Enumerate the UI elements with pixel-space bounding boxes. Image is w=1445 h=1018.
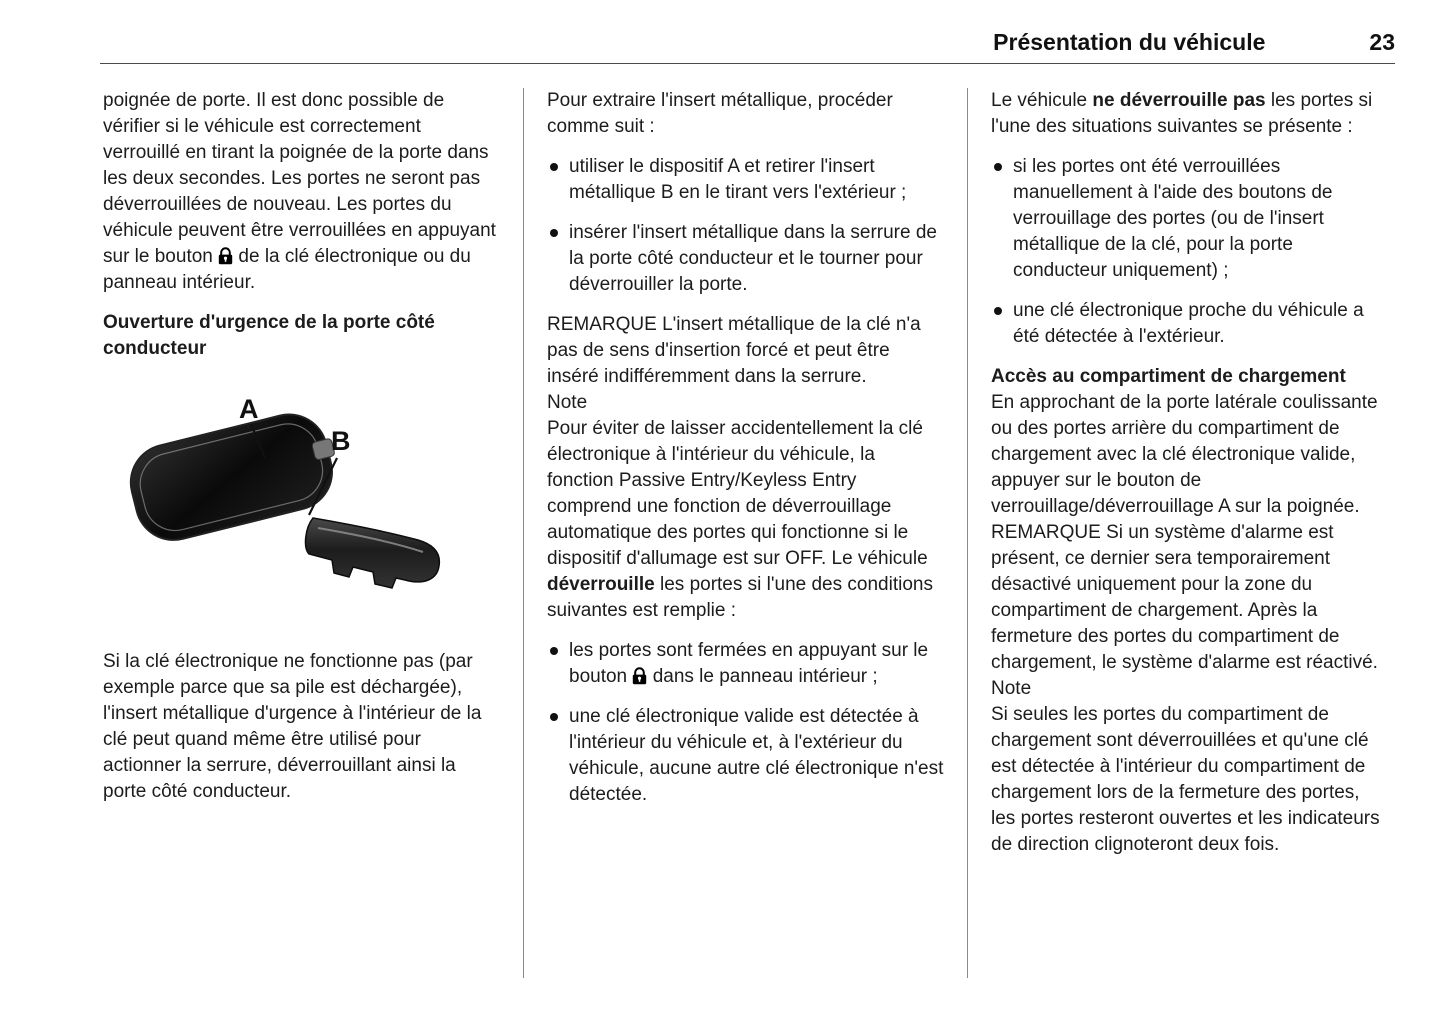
list-item-text: une clé électronique proche du véhicule a été détectée à l'extérieur. bbox=[1013, 300, 1364, 347]
text-run: Le véhicule bbox=[991, 90, 1093, 111]
text-run: les portes si l'une des situations suivantes se présente : bbox=[991, 90, 1373, 137]
list-item-text: les portes sont fermées en appuyant sur le bouton bbox=[569, 640, 929, 687]
list-item-text: si les portes ont été verrouillées manuellement à l'aide des boutons de verrouillage des portes (ou de l'insert métallique de la clé, pour la porte conducteur uniquement) ; bbox=[1013, 156, 1333, 281]
page-number: 23 bbox=[1369, 29, 1395, 55]
paragraph-remark-alarm: REMARQUE Si un système d'alarme est présent, ce dernier sera temporairement désactivé uniquement pour la zone du compartiment de chargement. Après la fermeture des portes du compartiment de chargement, le système d'alarme est réactivé. bbox=[991, 522, 1378, 673]
lock-icon bbox=[218, 247, 233, 265]
page-title: Présentation du véhicule bbox=[993, 29, 1266, 55]
figure-label-b: B bbox=[331, 426, 351, 456]
list-item bbox=[547, 220, 944, 298]
list-item bbox=[547, 154, 944, 206]
paragraph-remark-insert: REMARQUE L'insert métallique de la clé n'a pas de sens d'insertion forcé et peut être inséré indifféremment dans la serrure. bbox=[547, 314, 921, 387]
note-label: Note bbox=[547, 392, 588, 413]
bullet-icon bbox=[994, 163, 1002, 171]
paragraph-note-cargo: Si seules les portes du compartiment de chargement sont déverrouillées et qu'une clé est détectée à l'intérieur du compartiment de chargement lors de la fermeture des portes, les portes resteront ouvertes et les indicateurs de direction clignoteront deux fois. bbox=[991, 704, 1380, 855]
key-insert-figure bbox=[113, 388, 448, 603]
column-divider bbox=[967, 88, 968, 978]
list-item bbox=[547, 638, 944, 690]
list-item-text: une clé électronique valide est détectée à l'intérieur du véhicule et, à l'extérieur du véhicule, aucune autre clé électronique n'est détectée. bbox=[569, 706, 944, 805]
text-run: les portes si l'une des conditions suivantes est remplie : bbox=[547, 574, 933, 621]
paragraph-cargo-approach: En approchant de la porte latérale coulissante ou des portes arrière du compartiment de chargement avec la clé électronique valide, appuyer sur le bouton de verrouillage/déverrouillage A sur la poignée. bbox=[991, 392, 1378, 517]
paragraph-door-handle bbox=[103, 88, 500, 296]
list-item bbox=[991, 154, 1388, 284]
list-item bbox=[991, 298, 1388, 350]
paragraph-no-unlock-intro bbox=[991, 88, 1388, 140]
bullet-icon bbox=[550, 647, 558, 655]
text-run: poignée de porte. Il est donc possible de vérifier si le véhicule est correctement verrouillé en tirant la poignée de la porte dans les deux secondes. Les portes ne seront pas déverrouillées de nouveau. Les portes du véhicule peuvent être verrouillées en appuyant sur le bouton bbox=[103, 90, 496, 267]
section-heading-emergency-opening: Ouverture d'urgence de la porte côté conducteur bbox=[103, 312, 435, 359]
bullet-icon bbox=[550, 229, 558, 237]
text-run-bold: déverrouille bbox=[547, 574, 655, 595]
lock-icon bbox=[632, 667, 647, 685]
paragraph-extract-intro: Pour extraire l'insert métallique, procéder comme suit : bbox=[547, 90, 893, 137]
bullet-icon bbox=[550, 713, 558, 721]
column-2 bbox=[547, 88, 944, 978]
list-item-text: dans le panneau intérieur ; bbox=[652, 666, 878, 687]
figure-label-a: A bbox=[239, 394, 259, 424]
list-item-text: insérer l'insert métallique dans la serrure de la porte côté conducteur et le tourner pour déverrouiller la porte. bbox=[569, 222, 937, 295]
list-item bbox=[547, 704, 944, 808]
bullet-icon bbox=[994, 307, 1002, 315]
column-divider bbox=[523, 88, 524, 978]
key-fob-illustration bbox=[113, 388, 448, 603]
section-heading-cargo-access: Accès au compartiment de chargement bbox=[991, 366, 1346, 387]
content-columns bbox=[103, 88, 1388, 978]
metal-insert-blade bbox=[306, 518, 440, 588]
text-run: Pour éviter de laisser accidentellement la clé électronique à l'intérieur du véhicule, la fonction Passive Entry/Keyless Entry comprend une fonction de déverrouillage automatique des portes qui fonctionne si le dispositif d'allumage est sur OFF. Le véhicule bbox=[547, 418, 928, 569]
list-item-text: utiliser le dispositif A et retirer l'insert métallique B en le tirant vers l'extérieur ; bbox=[569, 156, 907, 203]
column-1 bbox=[103, 88, 500, 978]
page-header bbox=[100, 0, 1395, 64]
paragraph-key-not-working: Si la clé électronique ne fonctionne pas (par exemple parce que sa pile est déchargée), l'insert métallique d'urgence à l'intérieur de la clé peut quand même être utilisé pour actionner la serrure, déverrouillant ainsi la porte côté conducteur. bbox=[103, 651, 482, 802]
text-run: de la clé électronique ou du panneau intérieur. bbox=[103, 246, 471, 293]
text-run-bold: ne déverrouille pas bbox=[1092, 90, 1266, 111]
bullet-icon bbox=[550, 163, 558, 171]
note-label: Note bbox=[991, 678, 1032, 699]
paragraph-note-body bbox=[547, 416, 944, 624]
column-3 bbox=[991, 88, 1388, 978]
